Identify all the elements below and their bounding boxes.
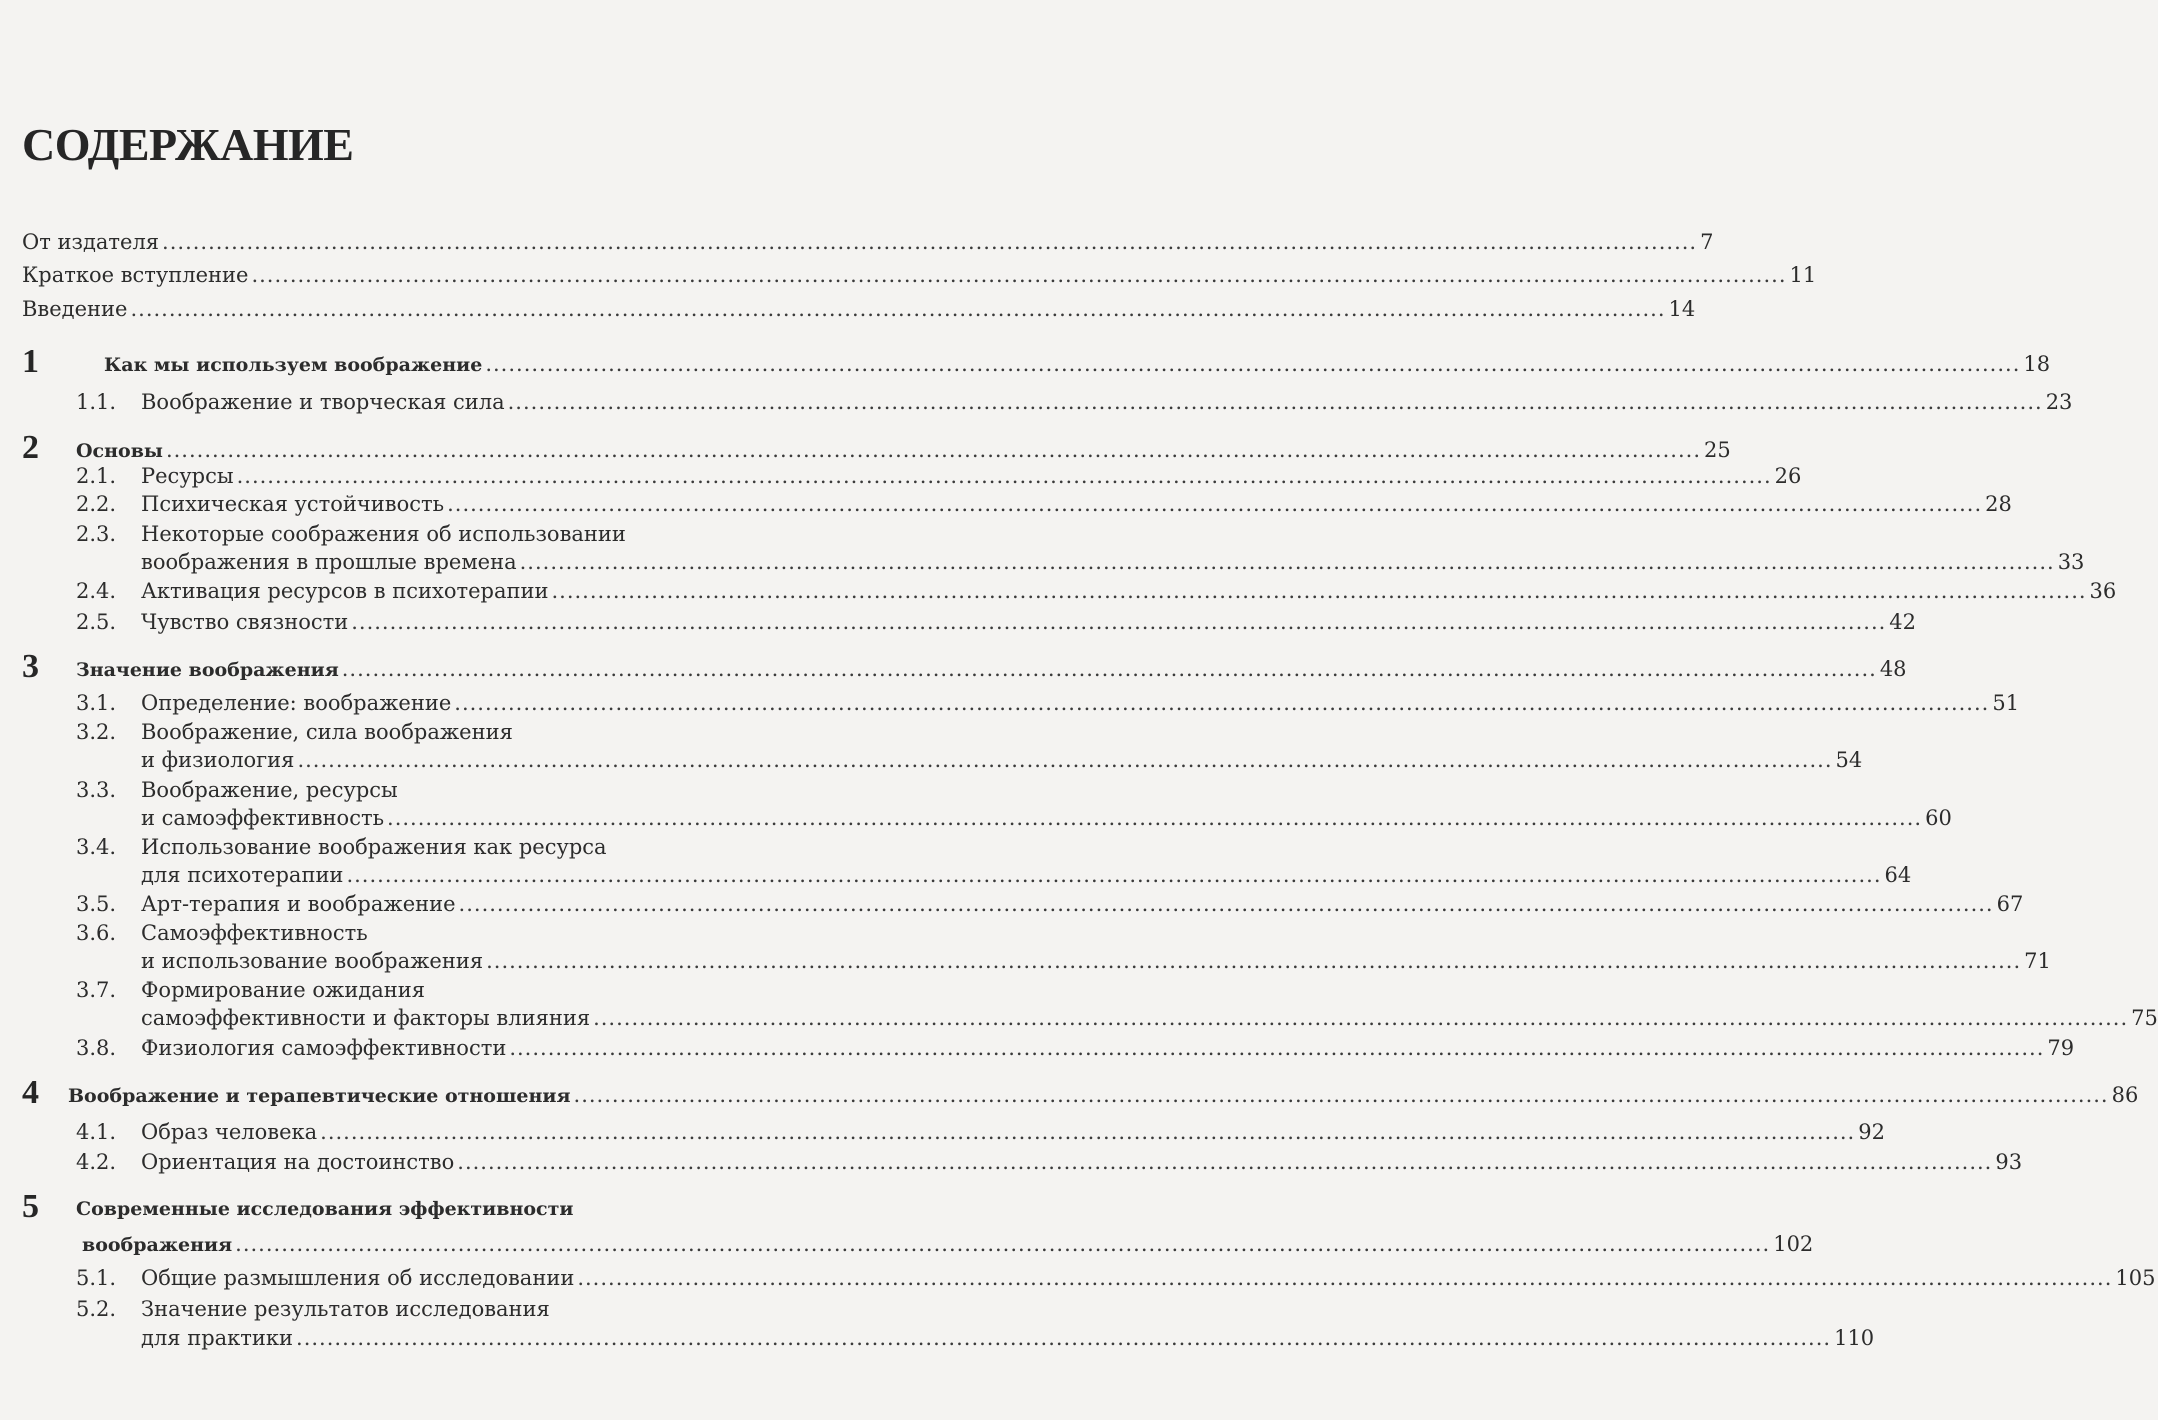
- toc-page-number: 42: [1889, 610, 1917, 634]
- toc-page-number: 18: [2023, 352, 2051, 376]
- section-number: 2.4.: [76, 579, 117, 603]
- toc-page-number: 75: [2131, 1006, 2158, 1030]
- toc-entry-text: От издателя: [22, 230, 160, 254]
- toc-chapter-3[interactable]: [76, 655, 1907, 684]
- page-title: СОДЕРЖАНИЕ: [22, 119, 354, 170]
- leader-dots: ........................................................................................................................................................................................................: [165, 438, 1702, 462]
- toc-section-2-1[interactable]: [141, 462, 1802, 490]
- section-number: 5.2.: [76, 1297, 117, 1321]
- toc-section-2-4[interactable]: [141, 577, 2117, 605]
- section-title: Общие размышления об исследовании: [141, 1266, 575, 1290]
- chapter-title: Основы: [76, 440, 163, 462]
- section-number: 2.2.: [76, 492, 117, 516]
- toc-page-number: 60: [1925, 806, 1952, 830]
- toc-entry-introduction[interactable]: [22, 295, 1696, 323]
- section-number: 3.1.: [76, 691, 117, 715]
- toc-page-number: 71: [2024, 949, 2051, 973]
- toc-section-2-5[interactable]: [141, 608, 1917, 636]
- toc-page-number: 105: [2115, 1266, 2156, 1290]
- section-title: для практики: [141, 1326, 294, 1350]
- toc-section-2-2[interactable]: [141, 490, 2012, 518]
- section-number: 3.5.: [76, 892, 117, 916]
- section-title: и физиология: [141, 748, 295, 772]
- toc-page-number: 7: [1700, 230, 1714, 254]
- section-title-line1: Воображение, сила воображения: [141, 720, 513, 744]
- chapter-title: Значение воображения: [76, 659, 339, 681]
- toc-section-3-8[interactable]: [141, 1034, 2075, 1062]
- leader-dots: ........................................................................................................................................................................................................: [457, 1150, 1993, 1174]
- leader-dots: ........................................................................................................................................................................................................: [130, 297, 1666, 321]
- section-title-line1: Использование воображения как ресурса: [141, 835, 607, 859]
- leader-dots: ........................................................................................................................................................................................................: [519, 550, 2055, 574]
- section-title: Чувство связности: [141, 610, 349, 634]
- section-title: Активация ресурсов в психотерапии: [141, 579, 549, 603]
- toc-page-number: 110: [1834, 1326, 1875, 1350]
- toc-page-number: 33: [2057, 550, 2085, 574]
- toc-section-3-6[interactable]: [141, 947, 2051, 975]
- toc-entry-publisher[interactable]: [22, 228, 1714, 256]
- leader-dots: ........................................................................................................................................................................................................: [351, 610, 1887, 634]
- section-number: 3.3.: [76, 778, 117, 802]
- leader-dots: ........................................................................................................................................................................................................: [486, 949, 2022, 973]
- leader-dots: ........................................................................................................................................................................................................: [162, 230, 1698, 254]
- section-title: и использование воображения: [141, 949, 484, 973]
- toc-page-number: 48: [1879, 657, 1907, 681]
- chapter-title-line1: Современные исследования эффективности: [76, 1198, 574, 1220]
- chapter-title: воображения: [82, 1234, 233, 1256]
- section-number: 2.3.: [76, 522, 117, 546]
- toc-section-3-5[interactable]: [141, 890, 2024, 918]
- leader-dots: ........................................................................................................................................................................................................: [454, 691, 1990, 715]
- leader-dots: ........................................................................................................................................................................................................: [485, 352, 2021, 376]
- section-title: воображения в прошлые времена: [141, 550, 517, 574]
- section-number: 4.1.: [76, 1120, 117, 1144]
- section-number: 3.8.: [76, 1036, 117, 1060]
- section-number: 1.1.: [76, 390, 117, 414]
- section-title: Ориентация на достоинство: [141, 1150, 455, 1174]
- toc-entry-text: Краткое вступление: [22, 263, 249, 287]
- leader-dots: ........................................................................................................................................................................................................: [346, 863, 1882, 887]
- section-title: Арт-терапия и воображение: [141, 892, 456, 916]
- toc-page-number: 79: [2047, 1036, 2075, 1060]
- leader-dots: ........................................................................................................................................................................................................: [236, 464, 1772, 488]
- section-title: Образ человека: [141, 1120, 318, 1144]
- leader-dots: ........................................................................................................................................................................................................: [341, 657, 1877, 681]
- toc-page-number: 23: [2045, 390, 2073, 414]
- toc-chapter-5[interactable]: [82, 1230, 1814, 1259]
- leader-dots: ........................................................................................................................................................................................................: [577, 1266, 2113, 1290]
- chapter-number: 2: [22, 429, 39, 466]
- toc-page-number: 11: [1789, 263, 1817, 287]
- chapter-number: 5: [22, 1188, 39, 1225]
- toc-section-1-1[interactable]: [141, 388, 2073, 416]
- section-number: 5.1.: [76, 1266, 117, 1290]
- leader-dots: ........................................................................................................................................................................................................: [593, 1006, 2129, 1030]
- section-number: 3.2.: [76, 720, 117, 744]
- chapter-number: 4: [22, 1074, 39, 1111]
- toc-page-number: 92: [1858, 1120, 1885, 1144]
- toc-chapter-2[interactable]: [76, 436, 1731, 465]
- toc-section-5-2[interactable]: [141, 1324, 1875, 1352]
- section-title-line1: Воображение, ресурсы: [141, 778, 398, 802]
- toc-page-number: 54: [1835, 748, 1863, 772]
- section-title-line1: Формирование ожидания: [141, 978, 426, 1002]
- chapter-title: Воображение и терапевтические отношения: [68, 1085, 571, 1107]
- toc-section-4-2[interactable]: [141, 1148, 2023, 1176]
- toc-page-number: 64: [1884, 863, 1912, 887]
- section-number: 3.6.: [76, 921, 117, 945]
- toc-section-5-1[interactable]: [141, 1264, 2156, 1292]
- section-title: самоэффективности и факторы влияния: [141, 1006, 591, 1030]
- toc-section-3-4[interactable]: [141, 861, 1912, 889]
- section-title: для психотерапии: [141, 863, 344, 887]
- leader-dots: ........................................................................................................................................................................................................: [551, 579, 2087, 603]
- toc-section-3-3[interactable]: [141, 804, 1952, 832]
- leader-dots: ........................................................................................................................................................................................................: [387, 806, 1923, 830]
- section-title: Определение: воображение: [141, 691, 452, 715]
- toc-section-3-1[interactable]: [141, 689, 2020, 717]
- section-title: Психическая устойчивость: [141, 492, 445, 516]
- section-title: и самоэффективность: [141, 806, 385, 830]
- section-number: 3.7.: [76, 978, 117, 1002]
- leader-dots: ........................................................................................................................................................................................................: [297, 748, 1833, 772]
- toc-page-number: 36: [2089, 579, 2117, 603]
- toc-page-number: 25: [1704, 438, 1731, 462]
- toc-chapter-1[interactable]: [104, 350, 2051, 379]
- leader-dots: ........................................................................................................................................................................................................: [507, 390, 2043, 414]
- toc-page-number: 51: [1992, 691, 2020, 715]
- toc-section-3-2[interactable]: [141, 746, 1863, 774]
- leader-dots: ........................................................................................................................................................................................................: [251, 263, 1787, 287]
- section-title: Физиология самоэффективности: [141, 1036, 507, 1060]
- toc-page-number: 28: [1985, 492, 2012, 516]
- section-title: Воображение и творческая сила: [141, 390, 505, 414]
- leader-dots: ........................................................................................................................................................................................................: [296, 1326, 1832, 1350]
- section-title-line1: Самоэффективность: [141, 921, 368, 945]
- toc-chapter-4[interactable]: [68, 1081, 2139, 1110]
- toc-page-number: 14: [1668, 297, 1696, 321]
- section-title-line1: Некоторые соображения об использовании: [141, 522, 626, 546]
- section-number: 2.1.: [76, 464, 117, 488]
- leader-dots: ........................................................................................................................................................................................................: [447, 492, 1983, 516]
- toc-entry-intro-short[interactable]: [22, 261, 1817, 289]
- toc-page-number: 26: [1774, 464, 1802, 488]
- chapter-title: Как мы используем воображение: [104, 354, 483, 376]
- chapter-number: 3: [22, 648, 39, 685]
- leader-dots: ........................................................................................................................................................................................................: [235, 1232, 1771, 1256]
- toc-section-4-1[interactable]: [141, 1118, 1885, 1146]
- leader-dots: ........................................................................................................................................................................................................: [320, 1120, 1856, 1144]
- toc-section-2-3[interactable]: [141, 548, 2085, 576]
- toc-page-number: 67: [1996, 892, 2024, 916]
- toc-page-number: 102: [1773, 1232, 1814, 1256]
- section-number: 2.5.: [76, 610, 117, 634]
- leader-dots: ........................................................................................................................................................................................................: [509, 1036, 2045, 1060]
- section-title: Ресурсы: [141, 464, 234, 488]
- section-title-line1: Значение результатов исследования: [141, 1297, 550, 1321]
- toc-section-3-7[interactable]: [141, 1004, 2158, 1032]
- chapter-number: 1: [22, 343, 39, 380]
- section-number: 4.2.: [76, 1150, 117, 1174]
- leader-dots: ........................................................................................................................................................................................................: [458, 892, 1994, 916]
- toc-entry-text: Введение: [22, 297, 128, 321]
- toc-page-number: 86: [2111, 1083, 2139, 1107]
- toc-page-number: 93: [1995, 1150, 2023, 1174]
- leader-dots: ........................................................................................................................................................................................................: [573, 1083, 2109, 1107]
- section-number: 3.4.: [76, 835, 117, 859]
